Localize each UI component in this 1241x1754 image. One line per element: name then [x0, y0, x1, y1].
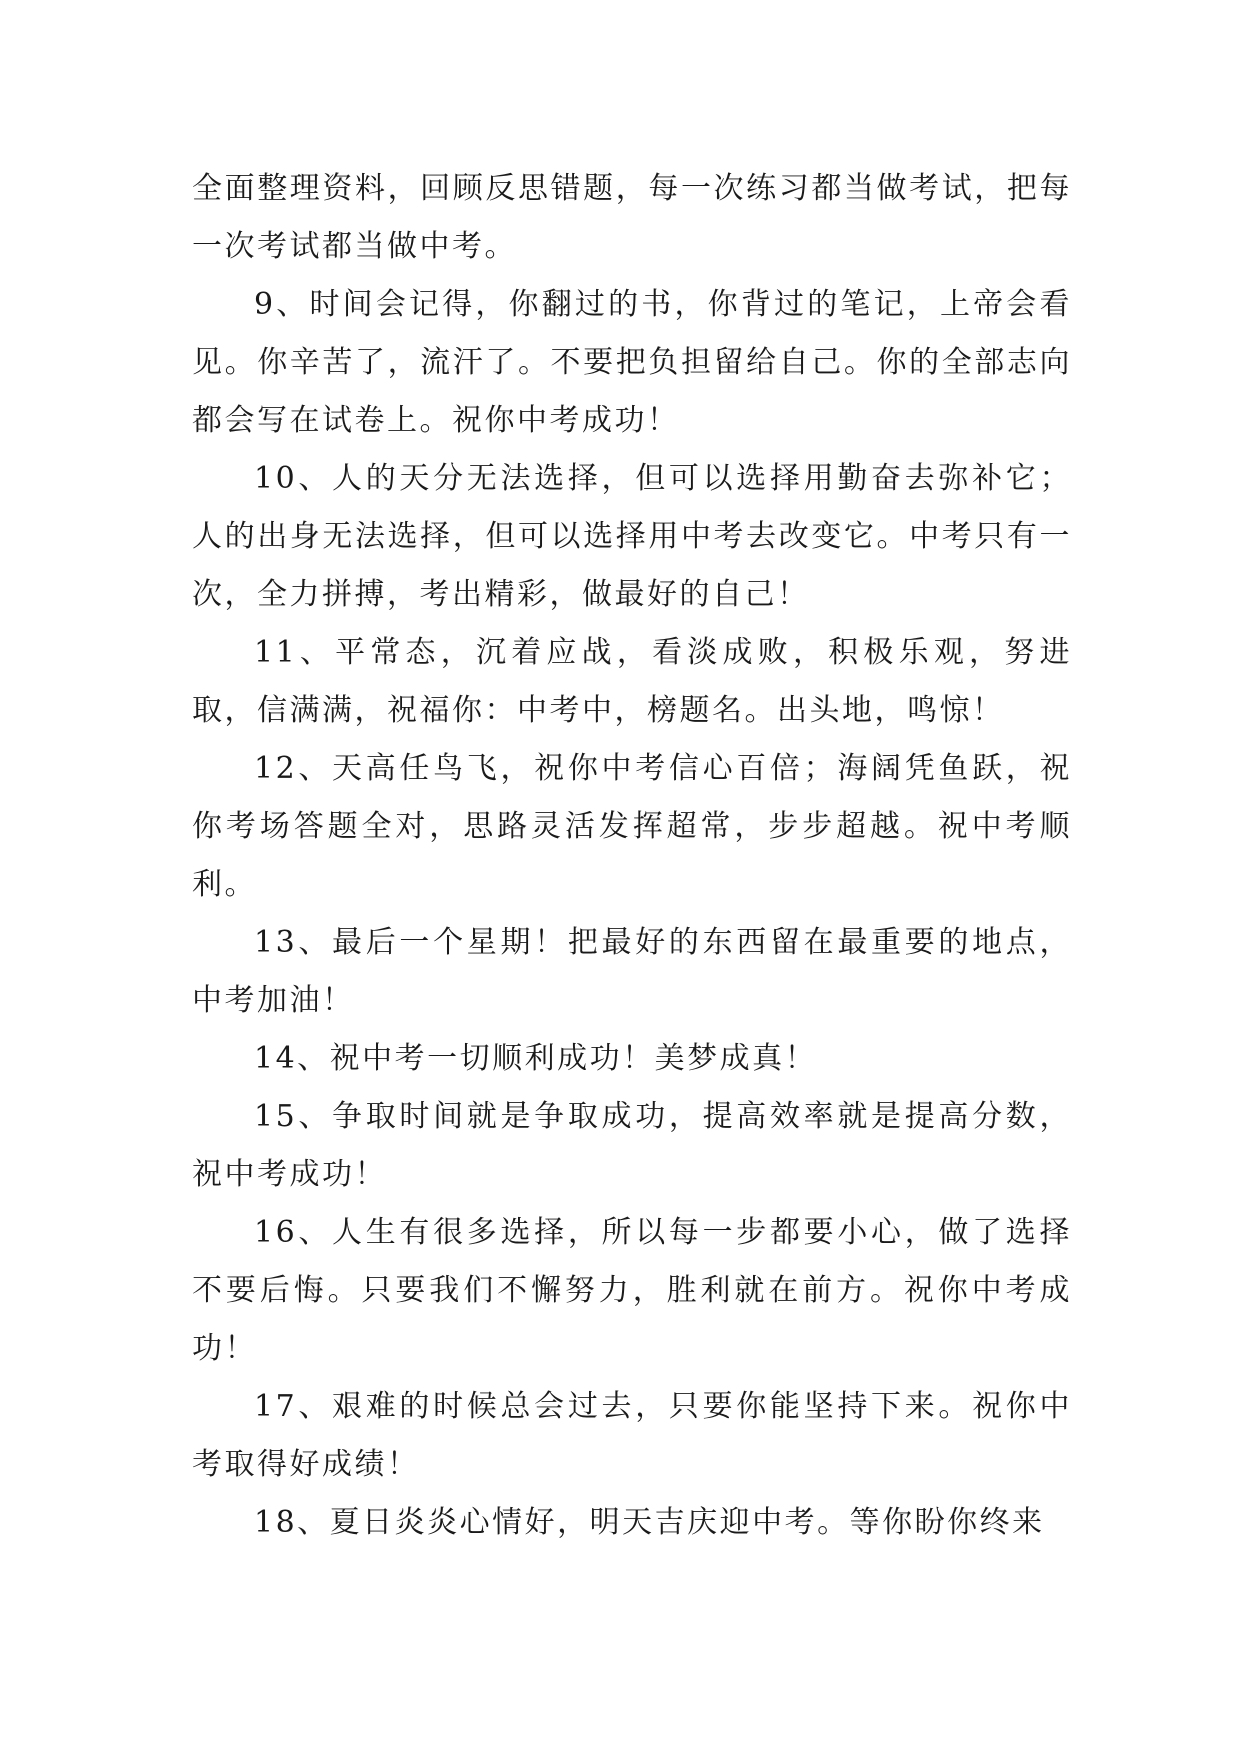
paragraph: 15、争取时间就是争取成功，提高效率就是提高分数，祝中考成功！	[192, 1099, 1072, 1192]
document-body	[192, 160, 1072, 1552]
paragraph: 11、平常态，沉着应战，看淡成败，积极乐观，努进取，信满满，祝福你：中考中，榜题名。出头地，鸣惊！	[192, 635, 1072, 728]
paragraph: 12、天高任鸟飞，祝你中考信心百倍；海阔凭鱼跃，祝你考场答题全对，思路灵活发挥超常，步步超越。祝中考顺利。	[192, 751, 1072, 902]
paragraph: 13、最后一个星期！把最好的东西留在最重要的地点，中考加油！	[192, 925, 1072, 1018]
paragraph: 14、祝中考一切顺利成功！美梦成真！	[254, 1041, 818, 1076]
paragraph: 18、夏日炎炎心情好，明天吉庆迎中考。等你盼你终来	[254, 1505, 1045, 1540]
paragraph: 全面整理资料，回顾反思错题，每一次练习都当做考试，把每一次考试都当做中考。	[192, 171, 1072, 264]
paragraph: 17、艰难的时候总会过去，只要你能坚持下来。祝你中考取得好成绩！	[192, 1389, 1072, 1482]
paragraph: 16、人生有很多选择，所以每一步都要小心，做了选择不要后悔。只要我们不懈努力，胜利就在前方。祝你中考成功！	[192, 1215, 1072, 1366]
paragraph: 9、时间会记得，你翻过的书，你背过的笔记，上帝会看见。你辛苦了，流汗了。不要把负担留给自己。你的全部志向都会写在试卷上。祝你中考成功！	[192, 287, 1072, 438]
paragraph: 10、人的天分无法选择，但可以选择用勤奋去弥补它；人的出身无法选择，但可以选择用中考去改变它。中考只有一次，全力拼搏，考出精彩，做最好的自己！	[192, 461, 1072, 612]
